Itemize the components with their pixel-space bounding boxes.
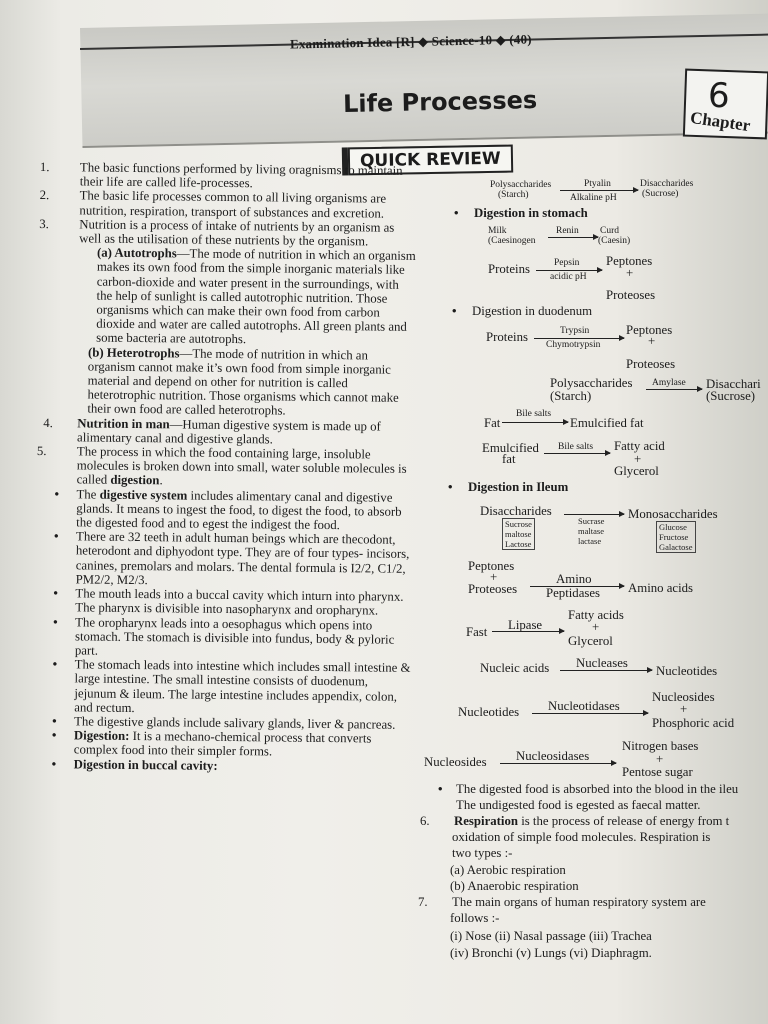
bullet-text: The <box>76 487 100 502</box>
product: Disaccharides <box>640 179 694 189</box>
point-number: 4. <box>43 415 53 430</box>
point-text: follows :- <box>450 911 500 925</box>
chapter-number: 6 <box>707 75 731 117</box>
reactant: Fast <box>466 625 488 639</box>
substrate-box <box>502 518 535 550</box>
point-3a <box>38 245 417 348</box>
arrow <box>646 389 702 390</box>
product: Glycerol <box>614 464 659 478</box>
reactant: Proteins <box>486 330 528 344</box>
point-text: oxidation of simple food molecules. Respiration is <box>452 830 711 844</box>
bullet-mark: • <box>448 480 453 494</box>
arrow <box>500 763 616 764</box>
enzyme: Trypsin <box>560 326 590 336</box>
bullet-text: includes alimentary canal and digestive glands. It means to ingest the food, to digest the food, to absorb the digested food and to egest the indigest the food. <box>76 488 402 533</box>
arrow <box>544 453 610 454</box>
point-number: 7. <box>418 895 428 909</box>
point-3b <box>37 345 416 420</box>
reactant-note: (Starch) <box>498 190 529 200</box>
product: Curd <box>600 226 619 236</box>
product: Glucose <box>659 522 687 532</box>
substrate: maltose <box>505 529 532 539</box>
reactant-note: (Starch) <box>550 389 592 403</box>
point-number: 3. <box>39 216 50 231</box>
enzyme: Renin <box>556 226 579 236</box>
arrow <box>502 422 568 423</box>
point-1 <box>40 160 418 192</box>
enzyme: Ptyalin <box>584 179 611 189</box>
bullet-text: The stomach leads into intestine which includes small intestine & large intestine. The small intestine consists of duodenum, jejunum & ileum. The large intestine includes appendix, colon, and rectum. <box>74 657 411 715</box>
product: Phosphoric acid <box>652 716 735 730</box>
reactant: Fat <box>484 416 501 430</box>
enzyme: Sucrase <box>578 516 605 526</box>
arrow <box>560 190 638 191</box>
bullet-mark: • <box>52 657 58 672</box>
product: Proteoses <box>626 357 676 371</box>
product: Nitrogen bases <box>622 739 699 753</box>
subheading: Digestion in duodenum <box>472 304 593 318</box>
condition: Alkaline pH <box>570 193 617 203</box>
point-text: —Human digestive system is made up of alimentary canal and digestive glands. <box>77 417 381 447</box>
bullet-text: The mouth leads into a buccal cavity which inturn into pharynx. The pharynx is divisible into nasopharynx and oropharynx. <box>75 586 404 618</box>
left-column <box>34 160 418 775</box>
chapter-label: Chapter <box>689 107 752 136</box>
section-title: QUICK REVIEW <box>348 145 513 176</box>
bullet-mark: • <box>51 756 57 771</box>
enzyme: Nucleotidases <box>548 699 620 713</box>
substrate: Sucrose <box>505 519 532 529</box>
plus-sign: + <box>626 266 634 280</box>
bullet-mark: • <box>454 206 459 220</box>
product: Galactose <box>659 542 693 552</box>
plus-sign: + <box>656 752 664 766</box>
enzyme: Lipase <box>508 618 543 632</box>
subpoint-heading: (b) Heterotrophs <box>87 345 180 361</box>
list-item: (b) Anaerobic respiration <box>450 879 579 893</box>
point-text: Nutrition is a process of intake of nutrients by an organism as well as the utilisation of these nutrients by the organism. <box>79 217 395 249</box>
list-item: (a) Aerobic respiration <box>450 863 566 877</box>
reactant-note: (Caesinogen <box>488 236 536 246</box>
reactant: Milk <box>488 226 507 236</box>
arrow <box>536 270 602 271</box>
bullet-text: The oropharynx leads into a oesophagus which opens into stomach. The stomach is divisible into fundus, body & pyloric part. <box>74 614 395 658</box>
bullet-teeth <box>36 529 415 590</box>
bullet-heading: Digestion: <box>73 728 130 744</box>
point-3 <box>39 217 417 249</box>
reactant: Peptones <box>468 559 515 573</box>
reactant: Disaccharides <box>480 504 552 518</box>
point-heading: Respiration <box>454 814 518 828</box>
reactant: Polysaccharides <box>490 180 552 190</box>
arrow <box>548 237 598 238</box>
plus-sign: + <box>648 334 656 348</box>
bullet-heading: Digestion in buccal cavity: <box>73 756 218 773</box>
point-text: The basic functions performed by living oragnisms to maintain their life are called life-processes. <box>79 160 403 191</box>
product: Fatty acid <box>614 439 665 453</box>
bullet-text: It is a mechano-chemical process that converts complex food into their simpler forms. <box>73 729 372 759</box>
bullet-mark: • <box>51 728 57 743</box>
subpoint-text: —The mode of nutrition in which an organism makes its own food from the simple inorganic materials like carbon-dioxide and water present in the surroundings, with the help of sunlight is called autotrophic nutrition. Those organisms which can make their own food from carbon dioxide and water are called autotrophs. All green plants and some bacteria are autotrophs. <box>96 246 416 347</box>
bullet-mark: • <box>53 529 59 544</box>
reactant: Polysaccharides <box>550 376 633 390</box>
reactant: Nucleic acids <box>480 661 550 675</box>
enzyme: Amino <box>556 572 592 586</box>
product: Nucleosides <box>652 690 715 704</box>
product: Proteoses <box>606 288 656 302</box>
point-2 <box>39 188 417 220</box>
bullet-text: The digestive glands include salivary glands, liver & pancreas. <box>74 714 396 732</box>
product: Fatty acids <box>568 608 624 622</box>
point-text: The main organs of human respiratory system are <box>452 895 706 909</box>
enzyme-list <box>578 516 604 546</box>
bullet-oropharynx <box>35 614 413 661</box>
subpoint-heading: (a) Autotrophs <box>96 245 177 261</box>
product: Peptones <box>626 323 673 337</box>
enzyme: Bile salts <box>516 409 552 419</box>
subheading: Digestion in Ileum <box>468 480 569 494</box>
point-text: is the process of release of energy from t <box>518 814 730 828</box>
substrate: Lactose <box>505 539 532 549</box>
enzyme: maltase <box>578 526 604 536</box>
product: Amino acids <box>628 581 694 595</box>
reactant: Proteins <box>488 262 530 276</box>
enzyme: Chymotrypsin <box>546 340 601 350</box>
bullet-buccal <box>34 756 412 774</box>
product: Emulcified fat <box>570 416 644 430</box>
point-text: two types :- <box>452 846 513 860</box>
enzyme: Bile salts <box>558 442 594 452</box>
plus-sign: + <box>490 570 498 584</box>
arrow <box>492 631 564 632</box>
subpoint-text: —The mode of nutrition in which an organism cannot make it’s own food from simple inorganic material and depend on other for nutrition is called heterotrophic nutrition. Those organisms which cannot make their own food are called heterotrophs. <box>87 346 399 419</box>
point-text: The process in which the food containing large, insoluble molecules is broken down into small, water soluble molecules is called <box>76 444 407 488</box>
arrow <box>532 713 648 714</box>
summary-text: The digested food is absorbed into the blood in the ileu <box>456 782 739 796</box>
point-number: 2. <box>39 188 50 203</box>
summary-text: The undigested food is egested as faecal matter. <box>456 798 701 812</box>
bullet-mark: • <box>53 586 59 601</box>
product: Nucleotides <box>656 664 718 678</box>
product-note: (Sucrose) <box>706 389 756 403</box>
condition: acidic pH <box>550 272 587 282</box>
enzyme: Pepsin <box>554 258 580 268</box>
bullet-mark: • <box>53 614 58 629</box>
arrow <box>564 514 624 515</box>
list-item: (iv) Bronchi (v) Lungs (vi) Diaphragm. <box>450 946 652 960</box>
reactant: Nucleotides <box>458 705 520 719</box>
product: Pentose sugar <box>622 765 693 779</box>
product-note: (Caesin) <box>598 236 631 246</box>
arrow <box>560 670 652 671</box>
reactant: fat <box>502 452 516 466</box>
product-note: (Sucrose) <box>642 189 679 199</box>
product: Disacchari <box>706 377 761 391</box>
reactant: Nucleosides <box>424 755 487 769</box>
plus-sign: + <box>680 702 688 716</box>
product: Glycerol <box>568 634 613 648</box>
point-heading: Nutrition in man <box>77 416 170 432</box>
enzyme: Nucleosidases <box>516 749 590 763</box>
product: Peptones <box>606 254 653 268</box>
point-text: The basic life processes common to all living organisms are nutrition, respiration, transport of substances and excretion. <box>79 188 387 221</box>
enzyme: lactase <box>578 536 602 546</box>
running-header: Examination Idea [R] ◆ Science-10 ◆ (40) <box>289 31 532 52</box>
bullet-intestine <box>34 657 413 718</box>
bullet-text: There are 32 teeth in adult human beings which are thecodont, heterodont and diphyodont type. They are of four types- incisors, canines, premolars and molars. The dental formula is I2/2, C1/2, PM2/2, M2/3. <box>75 529 410 588</box>
list-item: (i) Nose (ii) Nasal passage (iii) Trachea <box>450 929 652 943</box>
point-number: 6. <box>420 814 430 828</box>
point-5: 5. The process in which the food containing large, insoluble molecules is broken down into small, water soluble molecules is called digestion. <box>36 444 407 488</box>
bullet-mouth <box>35 586 413 618</box>
point-number: 5. <box>36 444 47 459</box>
point-4 <box>37 416 415 448</box>
bullet-digestion <box>34 728 412 760</box>
reactant: Emulcified <box>482 441 539 455</box>
bullet-mark: • <box>452 304 457 318</box>
point-bold: digestion <box>110 473 160 488</box>
bullet-digestive-system <box>36 487 414 534</box>
point-6 <box>454 814 729 828</box>
product-box <box>656 521 696 553</box>
bullet-mark: • <box>438 782 443 796</box>
enzyme: Nucleases <box>576 656 628 670</box>
product: Monosaccharides <box>628 507 718 521</box>
point-number: 1. <box>39 160 50 175</box>
arrow <box>534 338 624 339</box>
enzyme: Peptidases <box>546 586 601 600</box>
plus-sign: + <box>634 452 642 466</box>
reactant: Proteoses <box>468 582 518 596</box>
plus-sign: + <box>592 620 600 634</box>
chapter-title: Life Processes <box>342 85 538 119</box>
product: Fructose <box>659 532 689 542</box>
subheading: Digestion in stomach <box>474 206 588 220</box>
bullet-bold: digestive system <box>99 487 188 503</box>
bullet-mark: • <box>54 486 60 501</box>
enzyme: Amylase <box>652 378 686 388</box>
bullet-mark: • <box>52 714 57 729</box>
